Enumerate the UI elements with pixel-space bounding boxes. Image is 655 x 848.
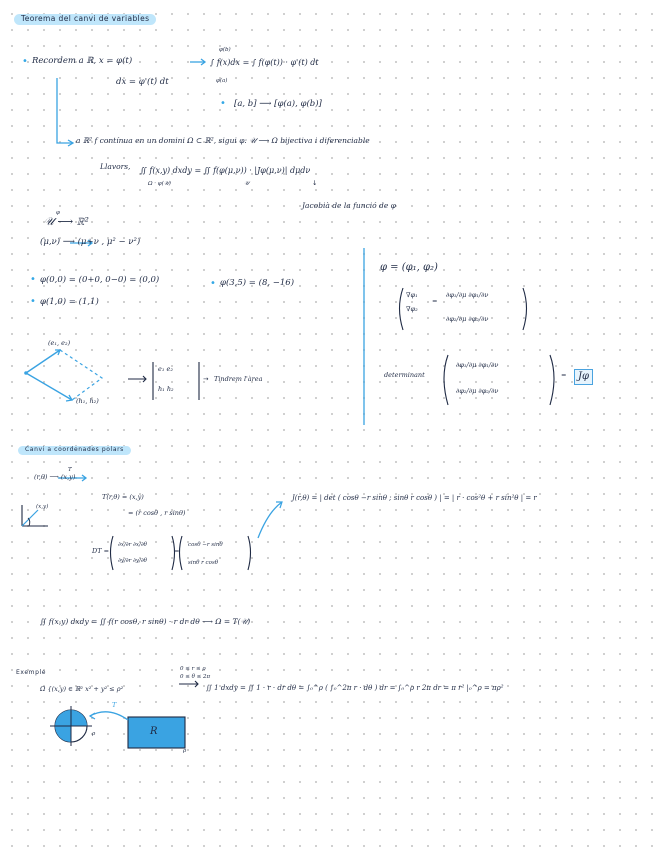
jacobian-arrow — [258, 502, 282, 538]
map-u-r2: 𝒰 ⟶ ℝ² — [44, 215, 89, 228]
example-domain: Ω {(x,y) ∈ ℝ² x² + y² ≤ ρ² — [40, 685, 124, 693]
section-polar-header: Canvi a coordenades polars — [18, 446, 131, 455]
equals-sign: = — [174, 547, 180, 555]
t-label: T — [112, 701, 117, 709]
vector-e-label: (e₁, e₂) — [48, 339, 71, 347]
grad-phi2: ∇φ₂ — [406, 305, 418, 313]
dt-partials-row-1: ∂x/∂r ∂x/∂θ — [118, 542, 147, 548]
polar-jacobian: J(r,θ) = | det ( cosθ −r sinθ ; sinθ r cosθ ) | = | r · cos²θ + r sin²θ | = r — [292, 494, 537, 502]
dt-matrix-row-2: sinθ r cosθ — [188, 560, 219, 566]
example-phi-35: φ(3,5) = (8, −16) — [220, 278, 295, 288]
jacobian-row-1: ∂φ₁/∂μ ∂φ₁/∂ν — [446, 291, 489, 299]
det-matrix-row-2: ∂φ₂/∂μ ∂φ₂/∂ν — [456, 387, 499, 395]
equals-sign: = — [432, 297, 438, 305]
example-computation: ∬ 1 dxdy = ∬ 1 · r · dr dθ = ∫₀^ρ ( ∫₀^2π r · dθ ) dr = ∫₀^ρ r 2π dr = π r² |₀^ρ = πρ² — [206, 684, 504, 692]
dt-partials-row-2: ∂y/∂r ∂y/∂θ — [118, 558, 147, 564]
vector-h-label: (h₁, h₂) — [76, 397, 99, 405]
region-omega: Ω · φ(𝒰) — [148, 181, 171, 187]
area-note: Tindrem l'àrea — [214, 375, 263, 383]
rho-label-disk: ρ — [92, 731, 96, 737]
vector-e — [26, 350, 60, 373]
jacobian-row-2: ∂φ₂/∂μ ∂φ₂/∂ν — [446, 315, 489, 323]
bullet-icon: • — [210, 278, 216, 289]
bounds-r: 0 ≤ r ≤ ρ — [180, 666, 206, 672]
integral-upper: φ(b) — [219, 47, 231, 53]
grad-phi1: ∇φ₁ — [406, 291, 418, 299]
equals-sign: = — [561, 371, 567, 379]
map-phi-label: φ — [56, 210, 60, 216]
jacobian-note: Jacobià de la funció de φ — [302, 201, 396, 210]
det-row-2: h₁ h₂ — [158, 385, 174, 393]
interval-map: [a, b] ⟶ [φ(a), φ(b)] — [234, 99, 322, 109]
t-polar: = (r cosθ , r sinθ) — [128, 509, 186, 517]
rho-label-rect: ρ — [183, 748, 187, 754]
phi-components: φ = (φ₁, φ₂) — [380, 262, 438, 273]
vector-h — [26, 373, 72, 400]
map-definition: (μ,ν) ⟶ (μ+ν , μ² − ν²) — [40, 237, 141, 247]
jacobian-arrow-icon: ↓ — [312, 179, 318, 187]
bullet-icon: • — [30, 296, 36, 307]
single-integral: ∫ f(x)dx = ∫ f(φ(t)) · φ'(t) dt — [210, 58, 319, 67]
r2-statement: a ℝ² f contínua en un domini Ω ⊂ ℝ², sigui φ: 𝒰 ⟶ Ω bijectiva i diferenciable — [76, 136, 370, 145]
r-label: R — [150, 726, 158, 737]
polar-integral: ∬ f(x,y) dxdy = ∬ f(r cosθ, r sinθ) · r dr dθ ⟶ Ω = T(𝒰) — [40, 617, 251, 626]
example-phi-10: φ(1,0) = (1,1) — [40, 297, 99, 307]
bullet-icon: • — [220, 98, 226, 109]
dx-line: dx = φ'(t) dt — [116, 77, 169, 87]
det-row-1: e₁ e₂ — [158, 365, 173, 373]
branch-arrow — [57, 78, 72, 143]
det-matrix-row-1: ∂φ₁/∂μ ∂φ₁/∂ν — [456, 361, 499, 369]
determinant-label: determinant — [384, 371, 425, 379]
change-of-variables-formula: ∬ f(x,y) dxdy = ∬ f(φ(μ,ν)) · |Jφ(μ,ν)| dμdν — [140, 166, 311, 175]
t-definition: T(r,θ) = (x,y) — [102, 493, 144, 501]
polar-map-t-label: T — [68, 467, 72, 473]
example-phi-00: φ(0,0) = (0+0, 0−0) = (0,0) — [40, 275, 160, 285]
polar-point: (x,y) — [36, 504, 49, 510]
dt-label: DT = — [92, 547, 110, 555]
jphi-box: Jφ — [574, 369, 593, 385]
bounds-theta: 0 ≤ θ ≤ 2π — [180, 674, 211, 680]
llavors-label: Llavors, — [100, 162, 131, 171]
dt-matrix-row-1: cosθ −r sinθ — [188, 542, 223, 548]
area-arrow-icon: → — [203, 375, 209, 383]
integral-lower: φ(a) — [216, 78, 228, 84]
recordem-line: Recordem a ℝ, x = φ(t) — [32, 56, 133, 66]
bullet-icon: • — [30, 274, 36, 285]
bullet-icon: • — [22, 56, 28, 67]
polar-map: (r,θ) ⟶ (x,y) — [34, 473, 76, 481]
region-u: 𝒰 — [244, 181, 249, 187]
page-title: Teorema del canvi de variables — [14, 14, 156, 25]
example-header: Exemple — [16, 669, 47, 676]
